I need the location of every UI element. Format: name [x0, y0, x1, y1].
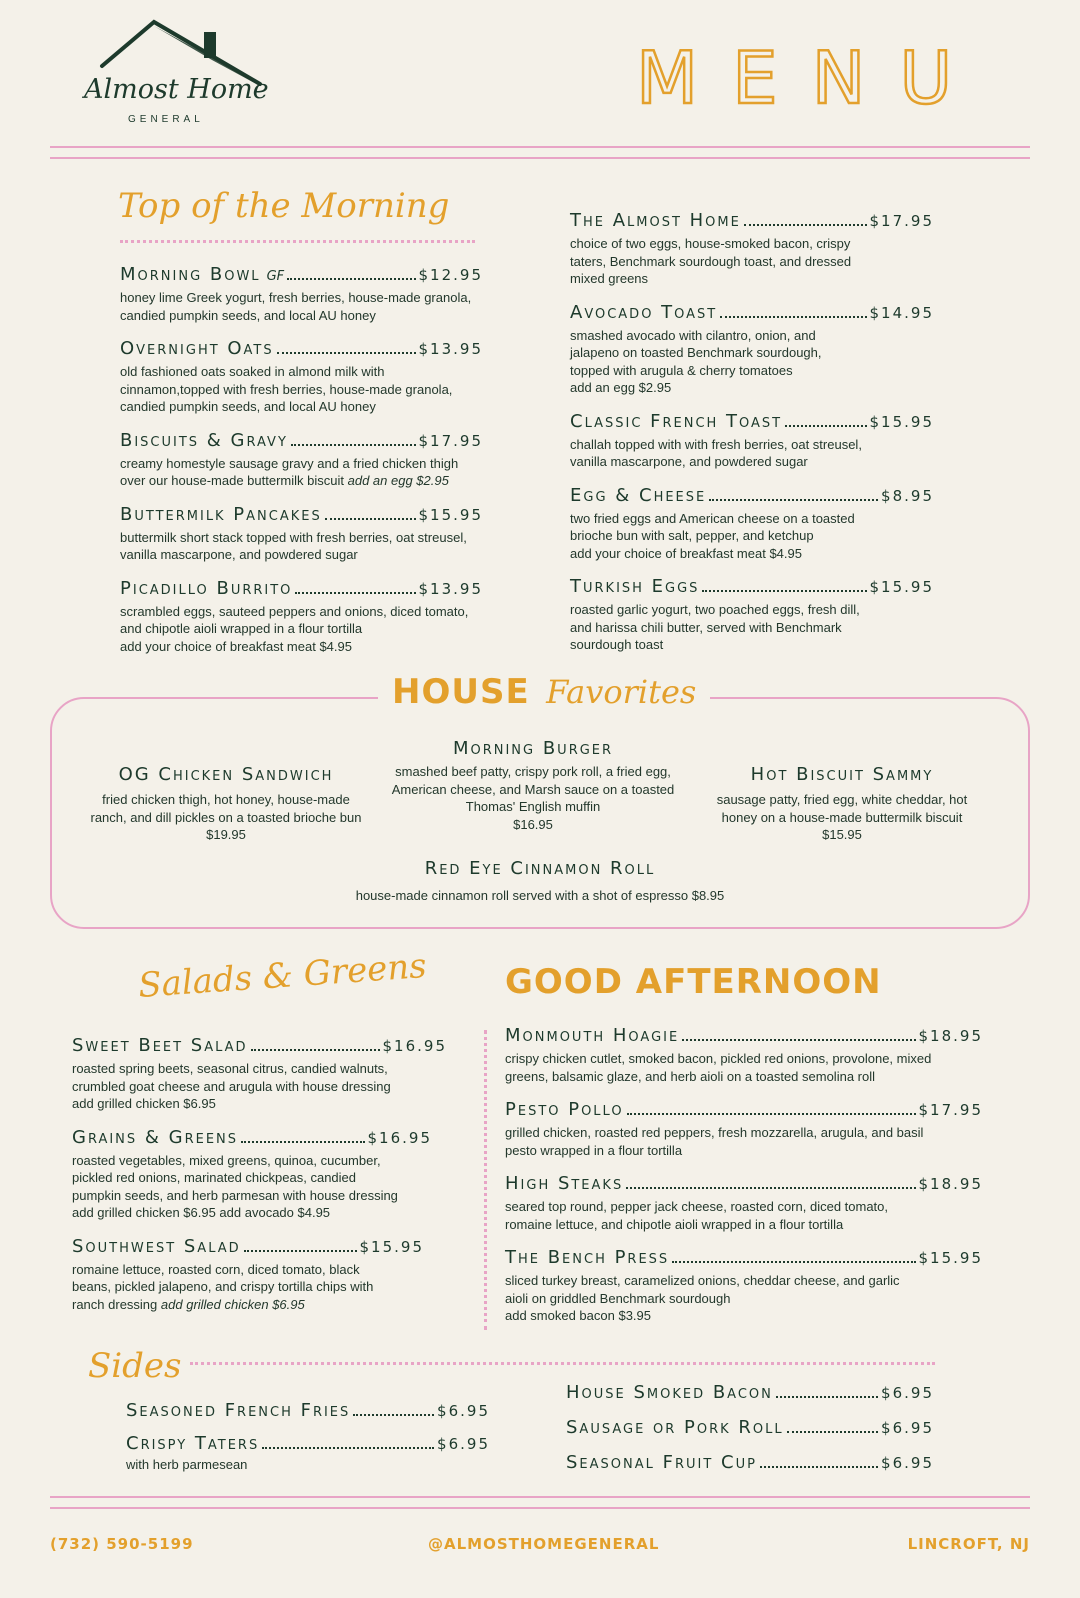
- brand-sub: GENERAL: [128, 114, 204, 125]
- sides-right-column: [566, 1382, 934, 1485]
- item-name: Overnight Oats: [120, 338, 274, 359]
- item-desc: grilled chicken, roasted red peppers, fresh mozzarella, arugula, and basil pesto wrapped in a flour tortilla: [505, 1125, 924, 1158]
- item-price: $18.95: [918, 1027, 983, 1045]
- fav-item: [388, 738, 678, 833]
- header-rule-bottom: [50, 157, 1030, 159]
- menu-item: [570, 210, 934, 288]
- fav-item: [290, 858, 790, 905]
- afternoon-column: [505, 1025, 983, 1339]
- menu-item: [72, 1236, 447, 1314]
- item-desc: sliced turkey breast, caramelized onions, cheddar cheese, and garlic aioli on griddled Benchmark sourdough: [505, 1273, 900, 1306]
- item-desc: creamy homestyle sausage gravy and a fried chicken thigh over our house-made buttermilk biscuit: [120, 455, 459, 488]
- brand-name: Almost Home: [84, 74, 269, 105]
- salads-column: [72, 1035, 447, 1327]
- footer-rule-top: [50, 1496, 1030, 1498]
- item-price: $17.95: [418, 431, 483, 450]
- item-note: add smoked bacon $3.95: [505, 1308, 651, 1323]
- side-item: [566, 1452, 934, 1473]
- menu-item: [120, 578, 483, 656]
- item-note: add grilled chicken $6.95: [72, 1096, 216, 1111]
- item-desc: smashed avocado with cilantro, onion, and jalapeno on toasted Benchmark sourdough, topped with arugula & cherry tomatoes: [570, 327, 822, 378]
- item-price: $15.95: [418, 505, 483, 524]
- item-price: $15.95: [869, 578, 934, 596]
- item-name: Classic French Toast: [570, 410, 783, 432]
- side-item: [566, 1417, 934, 1438]
- sides-title-rule: [190, 1362, 935, 1365]
- brand-logo: [82, 18, 272, 130]
- item-name: Crispy Taters: [126, 1433, 260, 1454]
- fav-price: $16.95: [513, 816, 553, 832]
- item-desc: crispy chicken cutlet, smoked bacon, pickled red onions, provolone, mixed greens, balsamic glaze, and herb aioli on a toasted semolina roll: [505, 1051, 932, 1084]
- item-name: The Bench Press: [505, 1247, 670, 1268]
- item-note: add your choice of breakfast meat $4.95: [120, 638, 352, 654]
- house-title-script: Favorites: [546, 673, 697, 711]
- item-name: Biscuits & Gravy: [120, 429, 288, 451]
- item-name: Pesto Pollo: [505, 1099, 624, 1120]
- footer-phone: (732) 590-5199: [50, 1535, 194, 1553]
- item-price: $17.95: [918, 1101, 983, 1119]
- column-divider: [484, 1030, 487, 1330]
- fav-desc: fried chicken thigh, hot honey, house-made ranch, and dill pickles on a toasted brioche bun $19.95: [90, 792, 362, 842]
- item-desc: roasted garlic yogurt, two poached eggs, fresh dill, and harissa chili butter, served with Benchmark sourdough toast: [570, 602, 860, 652]
- menu-item: [505, 1247, 983, 1325]
- item-desc: honey lime Greek yogurt, fresh berries, house-made granola, candied pumpkin seeds, and local AU honey: [120, 290, 472, 323]
- side-item: [126, 1400, 490, 1421]
- salads-title: Salads & Greens: [136, 945, 428, 1007]
- menu-item: [72, 1035, 447, 1113]
- menu-item: [120, 504, 483, 564]
- item-name: Seasoned French Fries: [126, 1400, 351, 1421]
- item-price: $15.95: [869, 412, 934, 431]
- item-name: Monmouth Hoagie: [505, 1025, 680, 1046]
- item-price: $8.95: [881, 486, 934, 505]
- menu-item: [570, 576, 934, 654]
- item-price: $13.95: [418, 579, 483, 598]
- item-desc: roasted vegetables, mixed greens, quinoa, cucumber, pickled red onions, marinated chickpeas, candied pumpkin seeds, and herb parmesan with house dressing: [72, 1152, 398, 1203]
- morning-title: Top of the Morning: [118, 186, 450, 226]
- item-price: $12.95: [418, 266, 483, 284]
- item-note: add your choice of breakfast meat $4.95: [570, 545, 802, 561]
- fav-desc: house-made cinnamon roll served with a shot of espresso $8.95: [355, 888, 725, 903]
- menu-item: [505, 1173, 983, 1233]
- morning-right-column: [570, 210, 934, 668]
- item-name: Morning Bowl: [120, 264, 261, 285]
- item-price: $14.95: [869, 303, 934, 322]
- item-name: Seasonal Fruit Cup: [566, 1452, 757, 1473]
- menu-item: [120, 338, 483, 416]
- menu-item: [570, 302, 934, 397]
- house-favorites-title: [378, 672, 710, 712]
- footer-social: @ALMOSTHOMEGENERAL: [428, 1535, 660, 1553]
- item-desc: two fried eggs and American cheese on a toasted brioche bun with salt, pepper, and ketchup: [570, 510, 855, 543]
- item-note: add grilled chicken $6.95: [160, 1296, 305, 1312]
- fav-name: Red Eye Cinnamon Roll: [424, 858, 656, 879]
- fav-desc: smashed beef patty, crispy pork roll, a fried egg, American cheese, and Marsh sauce on a toasted Thomas' English muffin: [391, 764, 675, 814]
- item-price: $6.95: [881, 1384, 934, 1402]
- item-name: Turkish Eggs: [570, 576, 700, 597]
- item-name: House Smoked Bacon: [566, 1382, 773, 1403]
- morning-title-rule: [120, 240, 475, 243]
- item-price: $16.95: [382, 1037, 447, 1055]
- fav-item: [90, 764, 362, 844]
- menu-item: [72, 1127, 447, 1222]
- fav-name: Hot Biscuit Sammy: [750, 764, 934, 785]
- fav-name: Morning Burger: [452, 738, 614, 759]
- item-price: $18.95: [918, 1175, 983, 1193]
- menu-title: MENU: [636, 36, 987, 120]
- fav-name: OG Chicken Sandwich: [118, 764, 334, 785]
- fav-desc: sausage patty, fried egg, white cheddar, hot honey on a house-made buttermilk biscuit: [716, 792, 968, 825]
- item-tag: GF: [266, 269, 285, 284]
- item-note: add grilled chicken $6.95 add avocado $4.95: [72, 1205, 331, 1220]
- menu-item: [570, 411, 934, 471]
- menu-item: [120, 264, 483, 324]
- item-desc: scrambled eggs, sauteed peppers and onions, diced tomato, and chipotle aioli wrapped in a flour tortilla: [120, 603, 469, 636]
- item-desc: romaine lettuce, roasted corn, diced tomato, black beans, pickled jalapeno, and crispy tortilla chips with ranch dressing: [72, 1261, 374, 1312]
- item-name: The Almost Home: [570, 210, 741, 231]
- menu-item: [505, 1025, 983, 1085]
- item-desc: roasted spring beets, seasonal citrus, candied walnuts, crumbled goat cheese and arugula with house dressing: [72, 1061, 391, 1094]
- item-name: Southwest Salad: [72, 1235, 241, 1257]
- item-price: $13.95: [418, 340, 483, 358]
- sides-left-column: [126, 1400, 490, 1474]
- item-price: $6.95: [437, 1435, 490, 1453]
- sides-title: Sides: [88, 1346, 182, 1386]
- item-name: Avocado Toast: [570, 301, 718, 323]
- item-note: with herb parmesean: [126, 1457, 248, 1472]
- morning-left-column: [120, 264, 483, 669]
- item-name: Buttermilk Pancakes: [120, 503, 322, 525]
- item-price: $6.95: [437, 1402, 490, 1420]
- item-name: Grains & Greens: [72, 1126, 239, 1148]
- item-name: Sausage or Pork Roll: [566, 1417, 784, 1438]
- footer-location: LINCROFT, NJ: [907, 1535, 1030, 1553]
- item-desc: seared top round, pepper jack cheese, roasted corn, diced tomato, romaine lettuce, and chipotle aioli wrapped in a flour tortilla: [505, 1199, 889, 1232]
- item-price: $15.95: [918, 1249, 983, 1267]
- side-item: [566, 1382, 934, 1403]
- item-name: Egg & Cheese: [570, 484, 707, 506]
- item-price: $16.95: [367, 1128, 432, 1147]
- side-item: [126, 1433, 490, 1454]
- menu-item: [505, 1099, 983, 1159]
- fav-item: [704, 764, 980, 844]
- item-desc: choice of two eggs, house-smoked bacon, crispy taters, Benchmark sourdough toast, and dressed mixed greens: [570, 236, 852, 286]
- house-title-bold: HOUSE: [392, 672, 530, 712]
- footer-rule-bottom: [50, 1507, 1030, 1509]
- item-price: $17.95: [869, 212, 934, 230]
- item-price: $6.95: [881, 1454, 934, 1472]
- item-price: $6.95: [881, 1419, 934, 1437]
- item-name: Picadillo Burrito: [120, 577, 293, 599]
- menu-item: [120, 430, 483, 490]
- header-rule-top: [50, 146, 1030, 148]
- item-name: High Steaks: [505, 1173, 624, 1194]
- item-price: $15.95: [359, 1237, 424, 1256]
- item-desc: old fashioned oats soaked in almond milk with cinnamon,topped with fresh berries, house-made granola, candied pumpkin seeds, and local AU honey: [120, 364, 453, 414]
- menu-item: [570, 485, 934, 563]
- fav-price: $15.95: [822, 827, 862, 842]
- item-desc: buttermilk short stack topped with fresh berries, oat streusel, vanilla mascarpone, and powdered sugar: [120, 529, 467, 562]
- item-desc: challah topped with with fresh berries, oat streusel, vanilla mascarpone, and powdered sugar: [570, 436, 862, 469]
- item-name: Sweet Beet Salad: [72, 1035, 248, 1056]
- afternoon-title: GOOD AFTERNOON: [505, 962, 882, 1002]
- item-note: add an egg $2.95: [570, 380, 672, 395]
- item-note: add an egg $2.95: [347, 473, 449, 488]
